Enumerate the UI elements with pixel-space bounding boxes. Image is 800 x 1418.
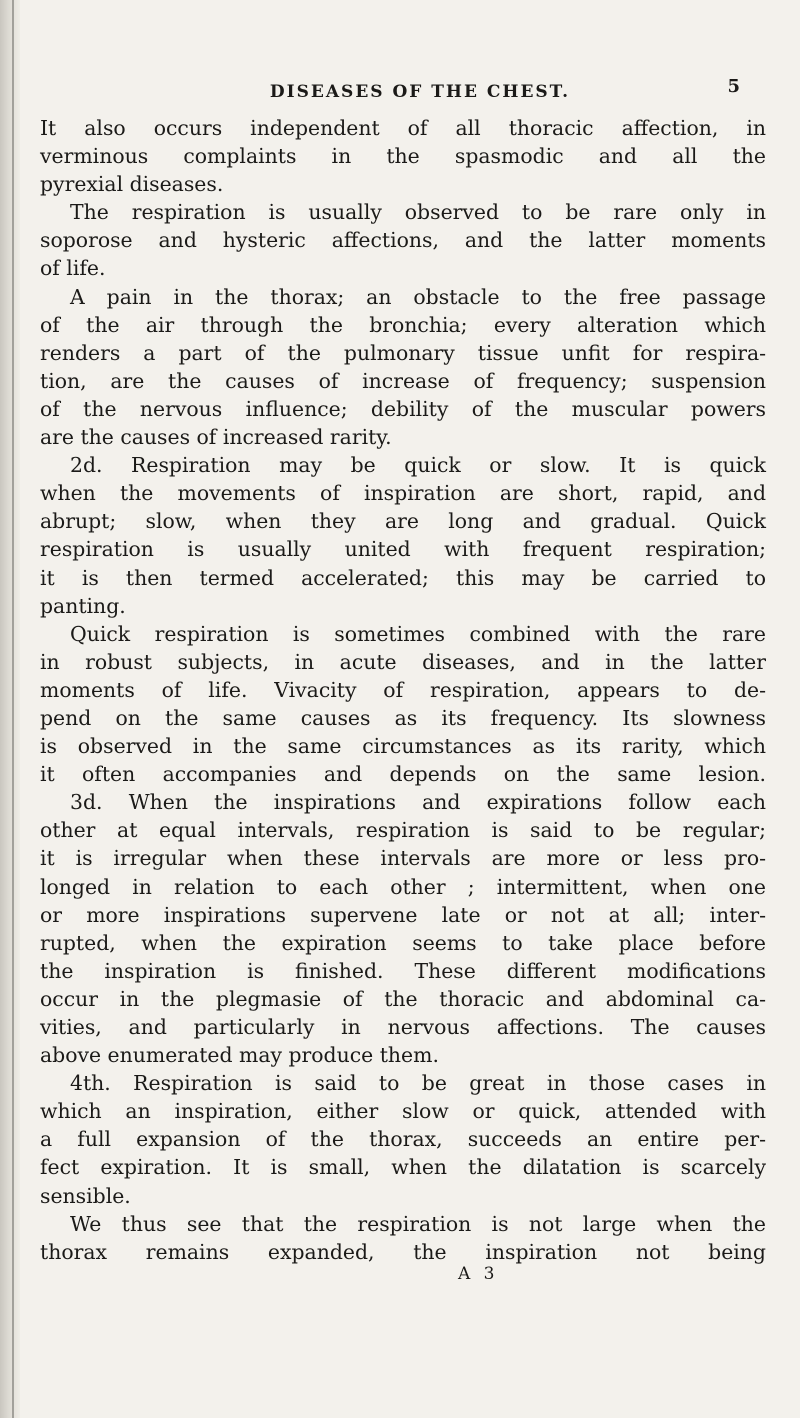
text-line: respiration is usually united with frequent respiration; [40,537,766,562]
text-line: which an inspiration, either slow or quick, attended with [40,1099,766,1124]
text-line: Quick respiration is sometimes combined with the rare [70,621,766,646]
text-line: in robust subjects, in acute diseases, and in the latter [40,649,766,674]
text-line: rupted, when the expiration seems to take place before [40,930,766,955]
running-title: DISEASES OF THE CHEST. [269,82,571,102]
text-line: of the nervous influence; debility of the muscular powers [40,396,766,421]
text-line: longed in relation to each other ; intermittent, when one [40,874,766,899]
binding-gutter [0,0,20,1418]
text-line: verminous complaints in the spasmodic and all the [40,144,766,169]
text-line: 2d. Respiration may be quick or slow. It is quick [70,453,766,478]
signature-mark: A 3 [458,1264,499,1284]
text-line: other at equal intervals, respiration is said to be regular; [40,818,766,843]
text-line: it often accompanies and depends on the same lesion. [40,762,766,787]
body-text [40,114,766,1266]
text-line: 3d. When the inspirations and expirations follow each [70,790,766,815]
text-line: pend on the same causes as its frequency. Its slowness [40,705,766,730]
text-line: a full expansion of the thorax, succeeds an entire per- [40,1127,766,1152]
text-line: 4th. Respiration is said to be great in those cases in [70,1071,766,1096]
text-line: are the causes of increased rarity. [40,425,392,450]
text-line: pyrexial diseases. [40,172,224,197]
text-line: occur in the plegmasie of the thoracic and abdominal ca- [40,986,766,1011]
text-line: panting. [40,593,126,618]
text-line: vities, and particularly in nervous affections. The causes [40,1015,766,1039]
text-line: We thus see that the respiration is not large when the [70,1211,766,1236]
text-line: the inspiration is finished. These different modifications [40,958,766,983]
text-line: of the air through the bronchia; every alteration which [40,312,766,337]
text-line: fect expiration. It is small, when the dilatation is scarcely [40,1155,766,1180]
text-line: renders a part of the pulmonary tissue unfit for respira- [40,340,766,365]
text-line: of life. [40,256,106,281]
text-line: is observed in the same circumstances as its rarity, which [40,734,766,759]
text-line: soporose and hysteric affections, and the latter moments [40,228,766,253]
text-line: it is then termed accelerated; this may be carried to [40,565,766,590]
page-number: 5 [727,76,740,97]
text-line: It also occurs independent of all thoracic affection, in [40,116,766,140]
text-line: A pain in the thorax; an obstacle to the free passage [70,284,766,309]
text-line: tion, are the causes of increase of frequency; suspension [40,368,766,393]
binding-edge-line [12,0,14,1418]
text-line: The respiration is usually observed to be rare only in [70,200,766,225]
text-line: it is irregular when these intervals are more or less pro- [40,846,766,871]
text-line: moments of life. Vivacity of respiration, appears to de- [40,677,766,702]
text-line: above enumerated may produce them. [40,1043,439,1068]
text-line: sensible. [40,1183,131,1208]
text-line: when the movements of inspiration are short, rapid, and [40,481,766,506]
text-line: or more inspirations supervene late or not at all; inter- [40,902,766,927]
running-head [120,76,740,112]
text-line: abrupt; slow, when they are long and gradual. Quick [40,509,766,534]
text-line: thorax remains expanded, the inspiration not being [40,1239,766,1264]
